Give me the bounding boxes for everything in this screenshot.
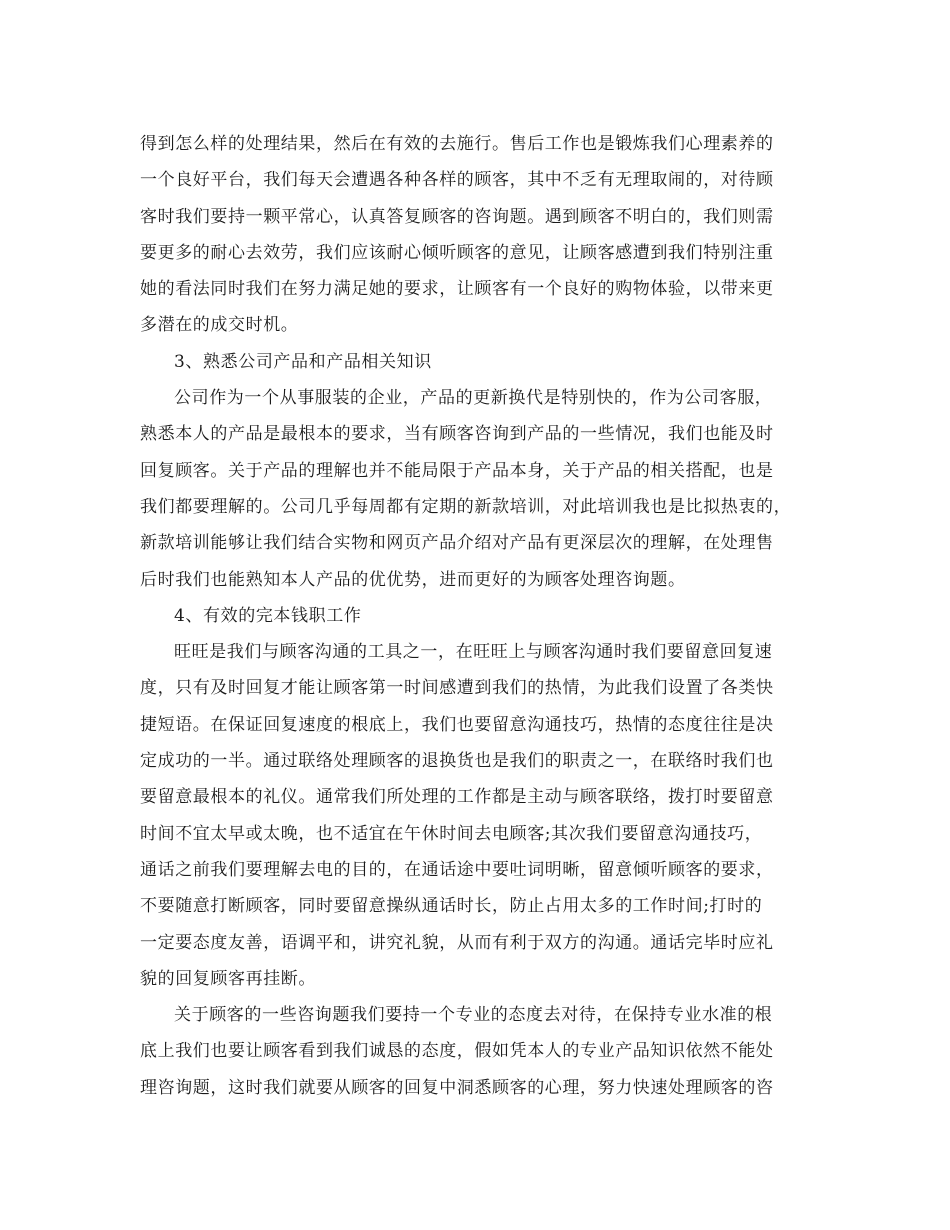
text-line: 定成功的一半。通过联络处理顾客的退换货也是我们的职责之一，在联络时我们也 — [140, 751, 774, 772]
text-line: 多潜在的成交时机。 — [140, 315, 299, 336]
text-line: 她的看法同时我们在努力满足她的要求，让顾客有一个良好的购物体验，以带来更 — [140, 279, 774, 300]
text-line: 要留意最根本的礼仪。通常我们所处理的工作都是主动与顾客联络，拨打时要留意 — [140, 787, 774, 808]
text-line: 一个良好平台，我们每天会遭遇各种各样的顾客，其中不乏有无理取闹的，对待顾 — [140, 170, 774, 191]
text-line: 公司作为一个从事服装的企业，产品的更新换代是特别快的，作为公司客服， — [174, 388, 773, 409]
section-heading-4: 4、有效的完本钱职工作 — [174, 605, 362, 626]
text-line: 不要随意打断顾客，同时要留意操纵通话时长，防止占用太多的工作时间;打时的 — [140, 896, 763, 917]
text-line: 理咨询题，这时我们就要从顾客的回复中洞悉顾客的心理，努力快速处理顾客的咨 — [140, 1077, 774, 1098]
paragraph-3 — [140, 634, 830, 997]
text-line: 一定要态度友善，语调平和，讲究礼貌，从而有利于双方的沟通。通话完毕时应礼 — [140, 932, 774, 953]
text-line: 时间不宜太早或太晚，也不适宜在午休时间去电顾客;其次我们要留意沟通技巧， — [140, 823, 763, 844]
text-line: 我们都要理解的。公司几乎每周都有定期的新款培训，对此培训我也是比拟热衷的， — [140, 496, 792, 517]
text-line: 要更多的耐心去效劳，我们应该耐心倾听顾客的意见，让顾客感遭到我们特别注重 — [140, 242, 774, 263]
text-line: 后时我们也能熟知本人产品的优优势，进而更好的为顾客处理咨询题。 — [140, 569, 686, 590]
text-line: 客时我们要持一颗平常心，认真答复顾客的咨询题。遇到顾客不明白的，我们则需 — [140, 206, 774, 227]
text-line: 度，只有及时回复才能让顾客第一时间感遭到我们的热情，为此我们设置了各类快 — [140, 678, 774, 699]
text-line: 捷短语。在保证回复速度的根底上，我们也要留意沟通技巧，热情的态度往往是决 — [140, 714, 774, 735]
paragraph-1 — [140, 126, 830, 344]
text-line: 熟悉本人的产品是最根本的要求，当有顾客咨询到产品的一些情况，我们也能及时 — [140, 424, 774, 445]
text-line: 回复顾客。关于产品的理解也并不能局限于产品本身，关于产品的相关搭配，也是 — [140, 460, 774, 481]
paragraph-4 — [140, 997, 830, 1106]
text-line: 关于顾客的一些咨询题我们要持一个专业的态度去对待，在保持专业水准的根 — [174, 1005, 773, 1026]
text-line: 通话之前我们要理解去电的目的，在通话途中要吐词明晰，留意倾听顾客的要求， — [140, 859, 774, 880]
text-line: 得到怎么样的处理结果，然后在有效的去施行。售后工作也是锻炼我们心理素养的 — [140, 134, 774, 154]
document-body — [140, 126, 830, 1106]
section-heading-3: 3、熟悉公司产品和产品相关知识 — [174, 351, 432, 372]
text-line: 旺旺是我们与顾客沟通的工具之一，在旺旺上与顾客沟通时我们要留意回复速 — [174, 642, 773, 663]
text-line: 貌的回复顾客再挂断。 — [140, 968, 316, 989]
text-line: 底上我们也要让顾客看到我们诚恳的态度，假如凭本人的专业产品知识依然不能处 — [140, 1041, 774, 1062]
text-line: 新款培训能够让我们结合实物和网页产品介绍对产品有更深层次的理解，在处理售 — [140, 533, 774, 554]
paragraph-2 — [140, 380, 830, 598]
